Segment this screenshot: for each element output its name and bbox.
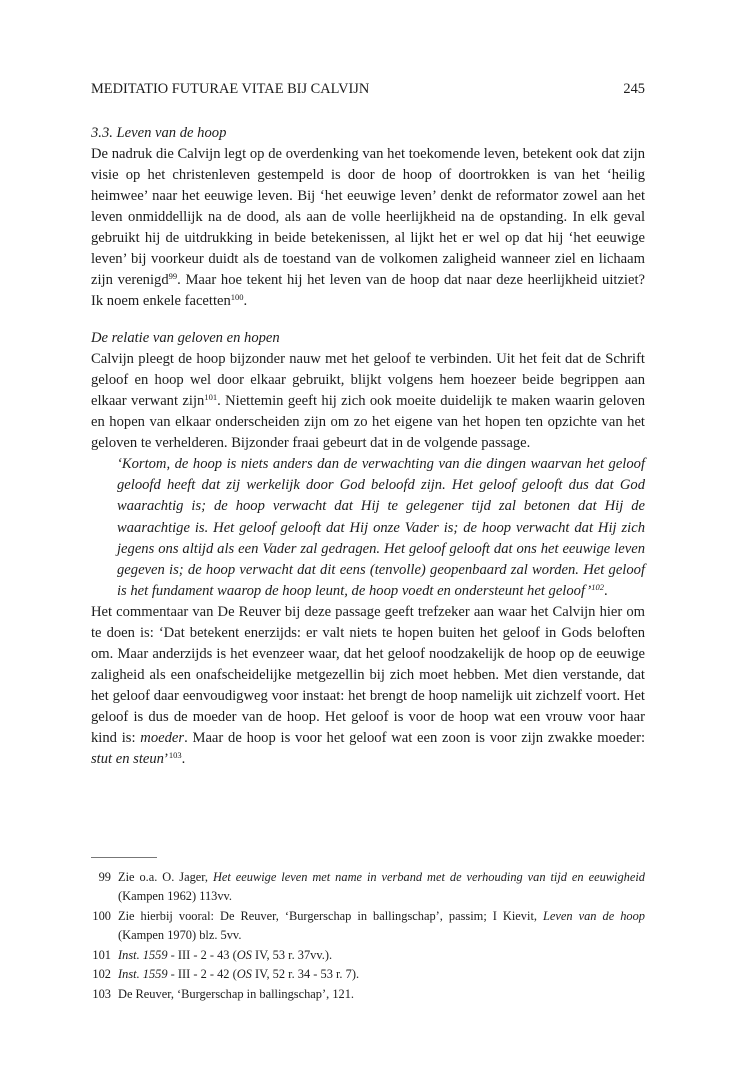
footnote-103: 103 De Reuver, ‘Burgerschap in ballingschap’, 121. [92, 987, 355, 1001]
footnote-divider [91, 857, 157, 858]
paragraph: Het commentaar van De Reuver bij deze passage geeft trefzeker aan waar het Calvijn hier om te doen is: ‘Dat betekent enerzijds: er valt niets te hopen buiten het geloof in Gods beloften om. Maar anderzijds is het evenzeer waar, dat het geloof noodzakelijk de hoop op de eeuwige zaligheid als een onafscheidelijke metgezellin bij zich moet hebben. Met dien verstande, dat het geloof daar eenvoudigweg voor instaat: het brengt de hoop namelijk uit zichzelf voort. Het geloof is dus de moeder van de hoop. Het geloof is voor de hoop wat een vrouw voor haar kind is: moeder. Maar de hoop is voor het geloof wat een zoon is voor zijn zwakke moeder: stut en steun’$^{103}$. [91, 604, 646, 768]
block-quote: ‘Kortom, de hoop is niets anders dan de verwachting van die dingen waarvan het geloof geloofd heeft dat zij werkelijk door God beloofd zijn. Het geloof gelooft dus dat God waarachtig is; de hoop verwacht dat Hij te gelegener tijd zal betonen dat Hij de waarachtige is. Het geloof gelooft dat Hij onze Vader is; de hoop verwacht dat Hij zich jegens ons altijd als een Vader zal gedragen. Het geloof gelooft dat ons het eeuwige leven gegeven is; de hoop verwacht dat dit eens (tenvolle) geopenbaard zal worden. Het geloof is het fundament waarop de hoop leunt, de hoop voedt en ondersteunt het geloof’$^{102}$. [117, 456, 645, 600]
footnote-ref-103[interactable]: 103 [168, 750, 182, 761]
footnote-100: 100 Zie hierbij vooral: De Reuver, ‘Burgerschap in ballingschap’, passim; I Kievit, Leven van de hoop (Kampen 1970) blz. 5vv. [92, 909, 645, 943]
section-heading: 3.3. Leven van de hoop [91, 125, 227, 141]
footnote-102: 102 Inst. 1559 - III - 2 - 42 (OS IV, 52 r. 34 - 53 r. 7). [92, 967, 360, 981]
page-number: 245 [623, 81, 645, 97]
footnote-ref-99[interactable]: 99 [168, 271, 178, 281]
footnote-101: 101 Inst. 1559 - III - 2 - 43 (OS IV, 53 r. 37vv.). [92, 948, 333, 962]
footnote-ref-100[interactable]: 100 [230, 292, 244, 302]
footnote-ref-102[interactable]: 102 [591, 582, 604, 593]
footnote-ref-101[interactable]: 101 [204, 392, 218, 402]
section-relatie-geloven-hopen [91, 328, 645, 770]
paragraph: De nadruk die Calvijn legt op de overdenking van het toekomende leven, betekent ook dat zijn visie op het christenleven gestempeld is door de hoop of doortrokken is van het ‘heilig heimwee’ naar het eeuwige leven. Bij ‘het eeuwige leven’ denkt de reformator zowel aan het leven onmiddellijk na de dood, als aan de volle heerlijkheid na de opstanding. In elk geval gebruikt hij de uitdrukking in beide betekenissen, al lijkt het er wel op dat hij ‘het eeuwige leven’ bij voorkeur duidt als de toestand van de volkomen zaligheid wanneer ziel en lichaam zijn verenigd$^{99}$. Maar hoe tekent hij het leven van de hoop dat naar deze heerlijkheid uitziet? Ik noem enkele facetten$^{100}$. [91, 146, 645, 309]
section-heading: De relatie van geloven en hopen [91, 330, 280, 346]
running-header [91, 79, 645, 99]
paragraph: Calvijn pleegt de hoop bijzonder nauw met het geloof te verbinden. Uit het feit dat de Schrift geloof en hoop wel door elkaar gebruikt, blijkt volgens hem hoezeer beide begrippen aan elkaar verwant zijn$^{101}$. Niettemin geeft hij zich ook moeite duidelijk te maken waarin geloven en hopen van elkaar onderscheiden zijn om zo het eigene van het hopen ten opzichte van het geloven te verhelderen. Bijzonder fraai gebeurt dat in de volgende passage. [91, 351, 646, 451]
section-leven-van-de-hoop [91, 123, 645, 312]
footnote-99: 99 Zie o.a. O. Jager, Het eeuwige leven met name in verband met de verhouding van tijd en eeuwigheid (Kampen 1962) 113vv. [98, 870, 645, 904]
running-title: MEDITATIO FUTURAE VITAE BIJ CALVIJN [91, 81, 370, 97]
